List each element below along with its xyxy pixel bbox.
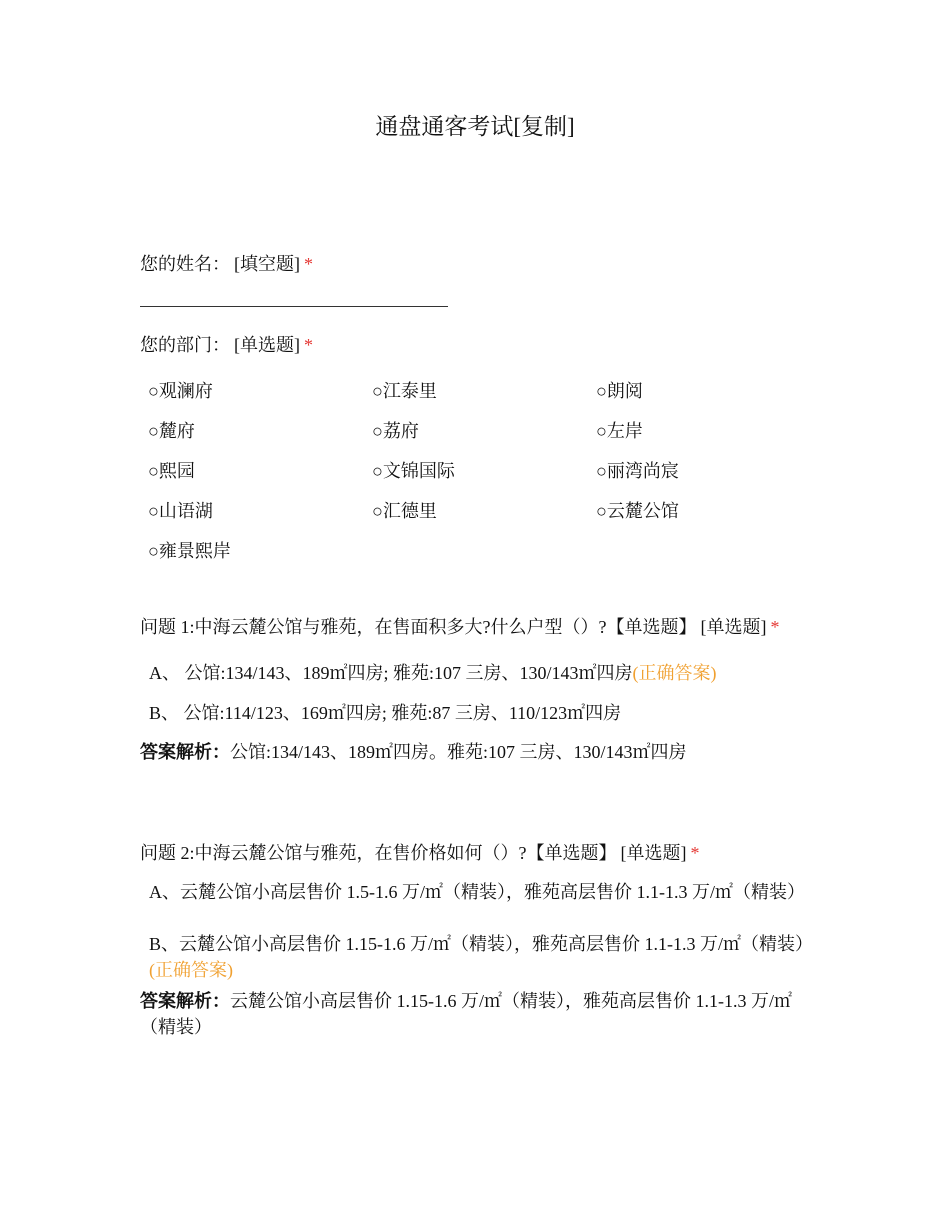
- question-1-option-b-text: B、 公馆:114/123、169㎡四房; 雅苑:87 三房、110/123㎡四房: [149, 703, 622, 723]
- question-2-option-a[interactable]: [149, 879, 809, 905]
- correct-answer-badge: (正确答案): [149, 960, 233, 980]
- department-option[interactable]: ○文锦国际: [372, 461, 455, 481]
- question-1-label: 问题 1:中海云麓公馆与雅苑，在售面积多大?什么户型（）?【单选题】: [140, 617, 697, 637]
- department-option[interactable]: ○荔府: [372, 421, 419, 441]
- department-option[interactable]: ○熙园: [148, 461, 195, 481]
- question-2-option-b[interactable]: [149, 931, 813, 983]
- department-option[interactable]: ○云麓公馆: [596, 501, 679, 521]
- department-option[interactable]: ○观澜府: [148, 381, 213, 401]
- question-2-type: [单选题]: [620, 843, 687, 863]
- question-1-analysis: [140, 739, 800, 765]
- analysis-text: 公馆:134/143、189㎡四房。雅苑:107 三房、130/143㎡四房: [230, 742, 687, 762]
- question-name-type: [填空题]: [234, 254, 300, 274]
- question-department: [140, 333, 313, 357]
- question-2-option-b-text: B、云麓公馆小高层售价 1.15-1.6 万/㎡（精装），雅苑高层售价 1.1-1.3 万/㎡（精装）: [149, 934, 813, 954]
- question-name: [140, 252, 313, 276]
- question-2-option-a-text: A、云麓公馆小高层售价 1.5-1.6 万/㎡（精装），雅苑高层售价 1.1-1.3 万/㎡（精装）: [149, 882, 805, 902]
- department-option[interactable]: ○朗阅: [596, 381, 643, 401]
- department-option[interactable]: ○麓府: [148, 421, 195, 441]
- department-option[interactable]: ○丽湾尚宸: [596, 461, 679, 481]
- required-mark: *: [690, 843, 700, 863]
- correct-answer-badge: (正确答案): [632, 663, 717, 683]
- analysis-label: 答案解析：: [140, 742, 230, 762]
- department-option[interactable]: ○江泰里: [372, 381, 437, 401]
- question-1: [140, 615, 779, 639]
- required-mark: *: [770, 617, 780, 637]
- question-department-label: 您的部门：: [140, 335, 230, 355]
- department-options: [148, 378, 828, 578]
- required-mark: *: [304, 254, 313, 274]
- department-option[interactable]: ○雍景熙岸: [148, 541, 231, 561]
- name-input-line[interactable]: [140, 306, 448, 307]
- analysis-text: 云麓公馆小高层售价 1.15-1.6 万/㎡（精装），雅苑高层售价 1.1-1.3 万/㎡（精装）: [140, 991, 792, 1037]
- question-1-option-b[interactable]: [149, 700, 621, 726]
- department-option[interactable]: ○山语湖: [148, 501, 213, 521]
- question-1-type: [单选题]: [700, 617, 767, 637]
- department-option[interactable]: ○左岸: [596, 421, 643, 441]
- question-2: [140, 841, 700, 865]
- question-1-option-a[interactable]: [149, 660, 717, 686]
- question-2-label: 问题 2:中海云麓公馆与雅苑，在售价格如何（）?【单选题】: [140, 843, 617, 863]
- analysis-label: 答案解析：: [140, 991, 230, 1011]
- question-name-label: 您的姓名：: [140, 254, 230, 274]
- question-1-option-a-text: A、 公馆:134/143、189㎡四房; 雅苑:107 三房、130/143㎡四房: [149, 663, 633, 683]
- question-department-type: [单选题]: [234, 335, 300, 355]
- department-option[interactable]: ○汇德里: [372, 501, 437, 521]
- page-title: 通盘通客考试[复制]: [375, 114, 575, 139]
- question-2-analysis: [140, 988, 800, 1040]
- required-mark: *: [304, 335, 313, 355]
